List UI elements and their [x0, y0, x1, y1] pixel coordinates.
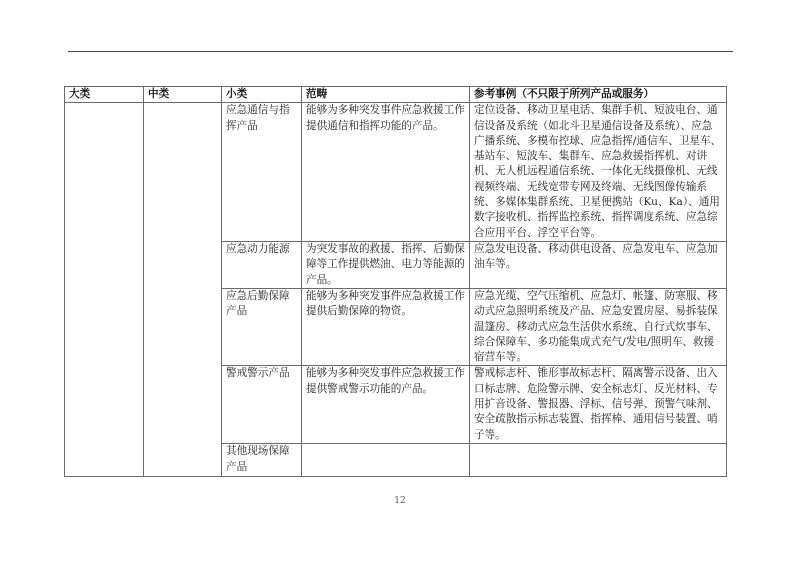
scope-cell: 为突发事故的救援、指挥、后勤保障等工作提供燃油、电力等能源的产品。 [302, 241, 470, 288]
minor-category-cell: 应急通信与指挥产品 [222, 103, 302, 242]
header-minor-category: 小类 [222, 87, 302, 103]
scope-cell: 能够为多种突发事件应急救援工作提供后勤保障的物资。 [302, 288, 470, 365]
examples-cell [470, 444, 727, 477]
header-scope: 范畴 [302, 87, 470, 103]
category-table [64, 86, 727, 477]
minor-category-cell: 其他现场保障产品 [222, 444, 302, 477]
major-category-cell [65, 103, 144, 477]
table-header-row [65, 87, 727, 103]
table-row [65, 103, 727, 242]
header-examples: 参考事例（不只限于所列产品或服务） [470, 87, 727, 103]
middle-category-cell [144, 103, 222, 477]
minor-category-cell: 警戒警示产品 [222, 366, 302, 444]
examples-cell: 应急发电设备、移动供电设备、应急发电车、应急加油车等。 [470, 241, 727, 288]
page-number: 12 [394, 496, 406, 506]
scope-cell [302, 444, 470, 477]
minor-category-cell: 应急后勤保障产品 [222, 288, 302, 365]
examples-cell: 定位设备、移动卫星电话、集群手机、短波电台、通信设备及系统（如北斗卫星通信设备及系统）、应急广播系统、多模布控球、应急指挥/通信车、卫星车、基站车、短波车、集群车、应急救援指挥机、对讲机、无人机远程通信系统、一体化无线摄像机、无线视频终端、无线宽带专网及终端、无线图像传输系统、多媒体集群系统、卫星便携站（Ku、Ka）、通用数字接收机、指挥监控系统、指挥调度系统、应急综合应用平台、浮空平台等。 [470, 103, 727, 242]
header-major-category: 大类 [65, 87, 144, 103]
examples-cell: 应急光缆、空气压缩机、应急灯、帐篷、防寒服、移动式应急照明系统及产品、应急安置房屋、易拆装保温篷房、移动式应急生活供水系统、自行式炊事车、综合保障车、多功能集成式充气/发电/照明车、救援宿营车等。 [470, 288, 727, 365]
scope-cell: 能够为多种突发事件应急救援工作提供通信和指挥功能的产品。 [302, 103, 470, 242]
header-middle-category: 中类 [144, 87, 222, 103]
header-rule [68, 51, 733, 52]
examples-cell: 警戒标志杆、锥形事故标志杆、隔离警示设备、出入口标志牌、危险警示牌、安全标志灯、反光材料、专用扩音设备、警报器、浮标、信号弹、预警气味剂、安全疏散指示标志装置、指挥棒、通用信号装置、哨子等。 [470, 366, 727, 444]
minor-category-cell: 应急动力能源 [222, 241, 302, 288]
scope-cell: 能够为多种突发事件应急救援工作提供警戒警示功能的产品。 [302, 366, 470, 444]
